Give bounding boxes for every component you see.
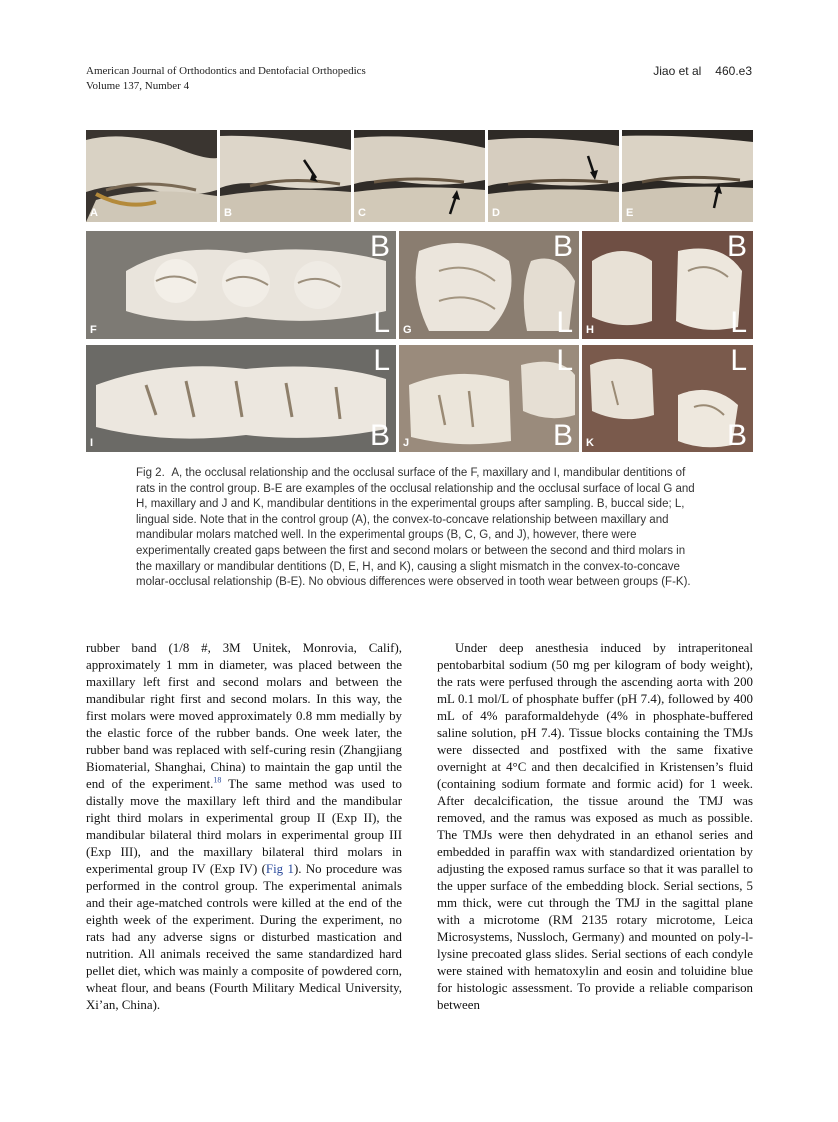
page-number: 460.e3 xyxy=(715,64,752,78)
caption-label: Fig 2. xyxy=(136,467,165,479)
body-column-left xyxy=(86,640,402,1014)
side-mark-lingual-h: L xyxy=(730,306,747,339)
figure-2 xyxy=(86,130,753,452)
body-paragraph xyxy=(86,640,402,1014)
panel-label-i: I xyxy=(90,437,94,449)
panel-label-h: H xyxy=(586,324,594,336)
body-text: rubber band (1/8 #, 3M Unitek, Monrovia, Calif), approximately 1 mm in diameter, was placed between the maxillary left first and second molars and between the mandibular right first and second molars. In this way, the first molars were moved approximately 0.8 mm medially by the elastic force of the rubber bands. One week later, the rubber band was replaced with self-curing resin (Zhangjiang Biomaterial, Shanghai, China) to maintain the gap until the end of the experiment. xyxy=(86,641,402,791)
panel-label-f: F xyxy=(90,324,97,336)
body-text: ). No procedure was performed in the control group. The experimental animals and their age-matched controls were killed at the end of the eighth week of the experiment. During the experiment, no rats had any adverse signs or disturbed mastication and nutrition. All animals received the same standardized hard pellet diet, which was mainly a composite of powdered corn, wheat flour, and beans (Fourth Military Medical University, Xi’an, China). xyxy=(86,862,402,1012)
caption-text: A, the occlusal relationship and the occlusal surface of the F, maxillary and I, mandibular dentitions of rats in the control group. B-E are examples of the occlusal relationship and the occlusal surface of local G and H, maxillary and J and K, mandibular dentitions in the experimental groups after sampling. B, buccal side; L, lingual side. Note that in the control group (A), the convex-to-concave relationship between maxillary and mandibular molars matched well. In the experimental groups (B, C, G, and J), however, there were experimentally created gaps between the first and second molars or between the second and third molars in the maxillary or mandibular dentitions (D, E, H, and K), causing a slight mismatch in the convex-to-concave molar-occlusal relationship (B-E). No obvious differences were observed in tooth wear between groups (F-K). xyxy=(136,467,695,589)
side-mark-lingual-k: L xyxy=(730,345,747,377)
side-mark-lingual-i: L xyxy=(373,345,390,377)
mandibular-molars-photo-i xyxy=(86,345,396,452)
skull-photo-b xyxy=(220,130,351,222)
panel-label-g: G xyxy=(403,324,412,336)
panel-c xyxy=(354,130,485,222)
side-mark-buccal-f: B xyxy=(369,231,390,263)
panel-d xyxy=(488,130,619,222)
panel-label-c: C xyxy=(358,207,366,219)
running-header-left xyxy=(86,64,366,94)
panel-i xyxy=(86,345,396,452)
body-paragraph: Under deep anesthesia induced by intraperitoneal pentobarbital sodium (50 mg per kilogram of body weight), the rats were perfused through the ascending aorta with 200 mL 0.1 mol/L of phosphate buffer (pH 7.4), followed by 400 mL of 4% paraformaldehyde (4% in phosphate-buffered saline solution, pH 7.4). Tissue blocks containing the TMJs were dissected and postfixed with the same fixative overnight at 4°C and then decalcified in Kristensen’s fluid (containing sodium formate and formic acid) for 1 week. After decalcification, the tissue around the TMJ was removed, and the ramus was exposed as much as possible. The TMJs were then dehydrated in an ethanol series and embedded in paraffin wax with standardized orientation by adjusting the exposed ramus surface so that it was parallel to the upper surface of the embedding block. Serial sections, 5 mm thick, were cut through the TMJ in the sagittal plane with a microtome (RM 2135 rotary microtome, Leica Microsystems, Nussloch, Germany) and mounted on poly-l-lysine precoated glass slides. Serial sections of each condyle were stained with hematoxylin and eosin and toluidine blue for histologic assessment. To provide a reliable comparison between xyxy=(437,641,753,1012)
side-mark-buccal-g: B xyxy=(552,231,573,263)
citation-reference[interactable]: 18 xyxy=(213,775,222,785)
body-text: The same method was used to distally move the maxillary left third and the mandibular right third molars in experimental group II (Exp II), the mandibular bilateral third molars in experimental group III (Exp III), and the maxillary bilateral third molars in experimental group IV (Exp IV) ( xyxy=(86,777,402,876)
skull-photo-c xyxy=(354,130,485,222)
panel-label-a: A xyxy=(90,207,98,219)
panel-label-e: E xyxy=(626,207,634,219)
panel-a xyxy=(86,130,217,222)
skull-photo-e xyxy=(622,130,753,222)
side-mark-buccal-i: B xyxy=(369,419,390,452)
side-mark-buccal-j: B xyxy=(552,419,573,452)
volume-number: Volume 137, Number 4 xyxy=(86,80,190,92)
panel-label-k: K xyxy=(586,437,594,449)
side-mark-buccal-k: B xyxy=(726,419,747,452)
side-mark-lingual-g: L xyxy=(556,306,573,339)
figure-reference-link[interactable]: Fig 1 xyxy=(265,862,294,876)
figure-caption xyxy=(136,466,703,591)
panel-g xyxy=(399,231,579,339)
side-mark-buccal-h: B xyxy=(726,231,747,263)
skull-photo-a xyxy=(86,130,217,222)
body-column-right xyxy=(437,640,753,1014)
skull-photo-d xyxy=(488,130,619,222)
side-mark-lingual-f: L xyxy=(373,306,390,339)
panel-e xyxy=(622,130,753,222)
maxillary-molars-photo-f xyxy=(86,231,396,339)
journal-name: American Journal of Orthodontics and Dentofacial Orthopedics xyxy=(86,65,366,77)
panel-h xyxy=(582,231,753,339)
panel-label-b: B xyxy=(224,207,232,219)
side-mark-lingual-j: L xyxy=(556,345,573,377)
panel-label-j: J xyxy=(403,437,410,449)
author-names: Jiao et al xyxy=(653,64,702,78)
panel-f xyxy=(86,231,396,339)
panel-b xyxy=(220,130,351,222)
panel-k xyxy=(582,345,753,452)
panel-label-d: D xyxy=(492,207,500,219)
running-header-right xyxy=(653,64,752,78)
panel-j xyxy=(399,345,579,452)
